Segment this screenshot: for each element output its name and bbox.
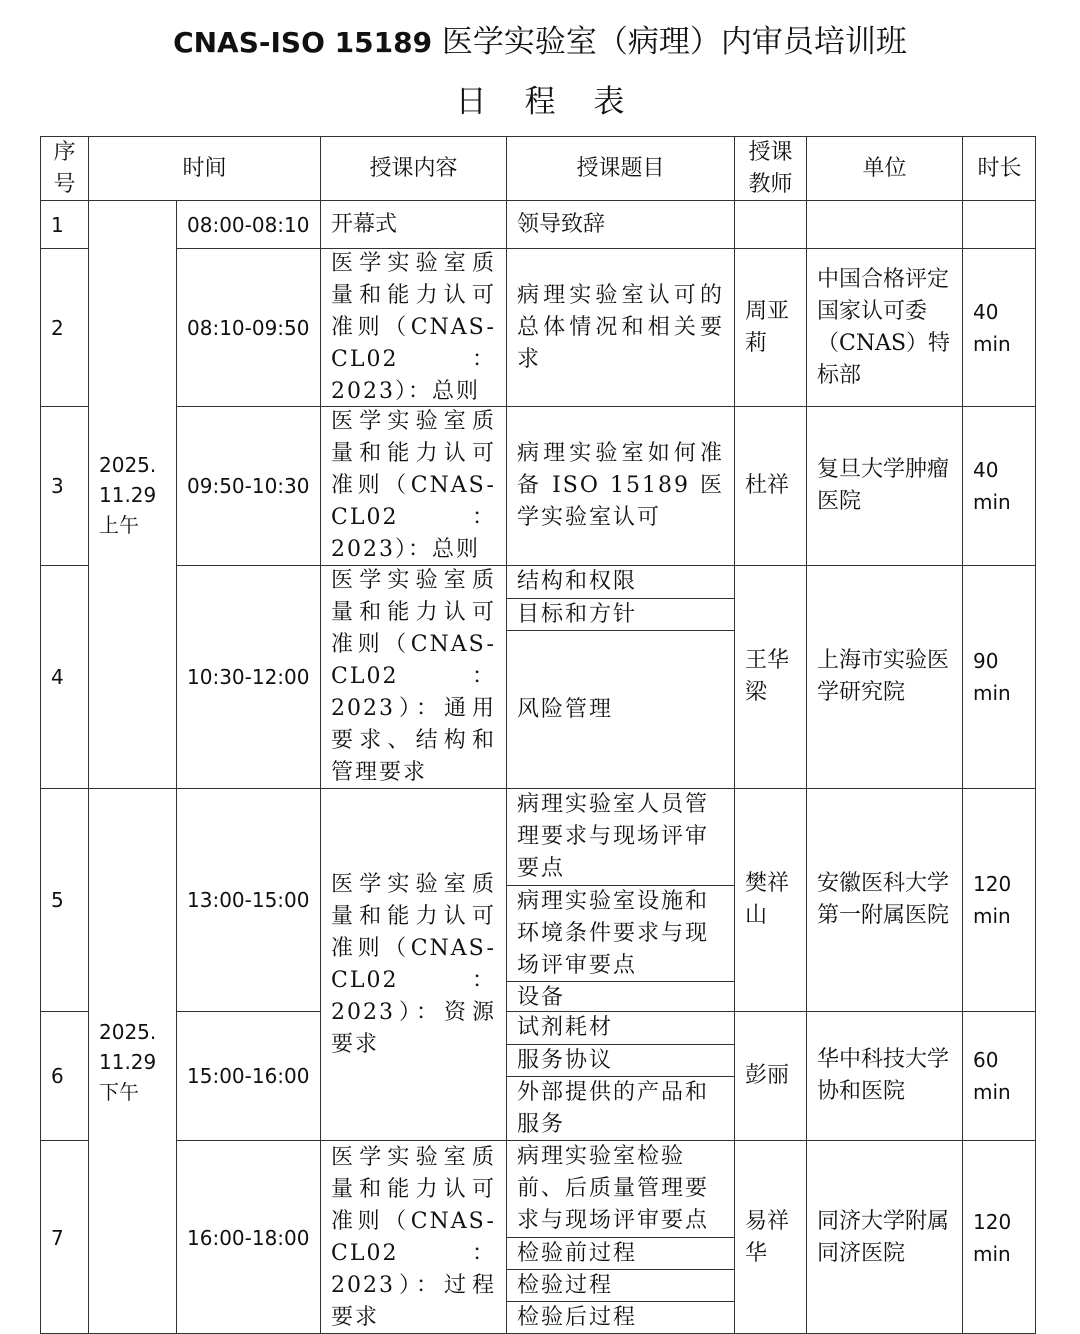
row-5-duration: 120 min xyxy=(962,788,1036,1011)
row-7-topic: 检验过程 xyxy=(507,1269,734,1301)
row-2-unit: 中国合格评定国家认可委（CNAS）特标部 xyxy=(806,248,962,406)
row-6-teacher: 彭丽 xyxy=(734,1011,806,1140)
row-5-topic: 设备 xyxy=(507,981,734,1011)
row-6-topics xyxy=(506,1011,734,1140)
row-7-teacher: 易祥华 xyxy=(734,1140,806,1334)
row-1-content: 开幕式 xyxy=(320,200,506,248)
row-4-index: 4 xyxy=(40,565,88,788)
row-4-content: 医学实验室质量和能力认可准则（CNAS-CL02：2023）：通用要求、结构和管理要求 xyxy=(320,565,506,788)
row-7-unit: 同济大学附属同济医院 xyxy=(806,1140,962,1334)
row-4-duration: 90 min xyxy=(962,565,1036,788)
row-1-topic: 领导致辞 xyxy=(506,200,734,248)
row-6-duration: 60 min xyxy=(962,1011,1036,1140)
row-7-index: 7 xyxy=(40,1140,88,1334)
row-2-index: 2 xyxy=(40,248,88,406)
row-5-topics xyxy=(506,788,734,1011)
row-6-time: 15:00-16:00 xyxy=(176,1011,320,1140)
header-topic: 授课题目 xyxy=(506,136,734,200)
row-1-time: 08:00-08:10 xyxy=(176,200,320,248)
date-afternoon: 2025. 11.29 下午 xyxy=(88,788,176,1334)
row-4-unit: 上海市实验医学研究院 xyxy=(806,565,962,788)
row-7-topics xyxy=(506,1140,734,1334)
row-7-duration: 120 min xyxy=(962,1140,1036,1334)
row-5-topic: 病理实验室设施和环境条件要求与现场评审要点 xyxy=(507,885,734,981)
row-2-content: 医学实验室质量和能力认可准则（CNAS-CL02：2023）：总则 xyxy=(320,248,506,406)
date-morning: 2025. 11.29 上午 xyxy=(88,200,176,788)
header-teacher: 授课教师 xyxy=(734,136,806,200)
header-content: 授课内容 xyxy=(320,136,506,200)
row-4-topic: 结构和权限 xyxy=(517,569,638,594)
row-5-time: 13:00-15:00 xyxy=(176,788,320,1011)
row-3-duration: 40 min xyxy=(962,406,1036,565)
row-5-teacher: 樊祥山 xyxy=(734,788,806,1011)
header-unit: 单位 xyxy=(806,136,962,200)
row-3-topic: 病理实验室如何准备 ISO 15189 医学实验室认可 xyxy=(506,406,734,565)
row-3-teacher: 杜祥 xyxy=(734,406,806,565)
row-3-content: 医学实验室质量和能力认可准则（CNAS-CL02：2023）：总则 xyxy=(320,406,506,565)
row-6-index: 6 xyxy=(40,1011,88,1140)
row-7-time: 16:00-18:00 xyxy=(176,1140,320,1334)
row-4-topics xyxy=(506,565,734,788)
row-5-6-content: 医学实验室质量和能力认可准则（CNAS-CL02：2023）：资源要求 xyxy=(320,788,506,1140)
table-right-border xyxy=(1035,136,1036,1334)
row-6-topic: 外部提供的产品和服务 xyxy=(507,1076,734,1140)
row-2-duration: 40 min xyxy=(962,248,1036,406)
row-4-teacher: 王华梁 xyxy=(734,565,806,788)
row-3-unit: 复旦大学肿瘤医院 xyxy=(806,406,962,565)
header-duration: 时长 xyxy=(962,136,1036,200)
row-7-topic: 检验前过程 xyxy=(507,1237,734,1269)
document-subtitle: 日 程 表 xyxy=(455,84,639,120)
document-title xyxy=(0,20,1080,65)
row-1-teacher xyxy=(734,200,806,248)
row-1-unit xyxy=(806,200,962,248)
row-7-content: 医学实验室质量和能力认可准则（CNAS-CL02：2023）：过程要求 xyxy=(320,1140,506,1334)
row-4-topic: 目标和方针 xyxy=(507,598,734,630)
row-3-index: 3 xyxy=(40,406,88,565)
row-2-teacher: 周亚莉 xyxy=(734,248,806,406)
row-3-time: 09:50-10:30 xyxy=(176,406,320,565)
row-5-topic: 病理实验室人员管理要求与现场评审要点 xyxy=(517,792,710,881)
course-code: CNAS-ISO 15189 xyxy=(173,26,433,59)
row-4-time: 10:30-12:00 xyxy=(176,565,320,788)
header-index: 序号 xyxy=(40,136,88,200)
row-6-topic: 试剂耗材 xyxy=(517,1015,614,1040)
header-time: 时间 xyxy=(88,136,320,200)
row-2-topic: 病理实验室认可的总体情况和相关要求 xyxy=(506,248,734,406)
row-6-unit: 华中科技大学协和医院 xyxy=(806,1011,962,1140)
row-6-topic: 服务协议 xyxy=(507,1044,734,1076)
row-1-index: 1 xyxy=(40,200,88,248)
row-7-topic: 病理实验室检验前、后质量管理要求与现场评审要点 xyxy=(517,1144,710,1233)
schedule-table xyxy=(40,136,1036,1334)
row-1-duration xyxy=(962,200,1036,248)
course-name: 医学实验室（病理）内审员培训班 xyxy=(441,24,907,60)
row-5-index: 5 xyxy=(40,788,88,1011)
row-2-time: 08:10-09:50 xyxy=(176,248,320,406)
row-7-topic: 检验后过程 xyxy=(507,1301,734,1334)
row-5-unit: 安徽医科大学第一附属医院 xyxy=(806,788,962,1011)
row-4-topic: 风险管理 xyxy=(507,630,734,788)
